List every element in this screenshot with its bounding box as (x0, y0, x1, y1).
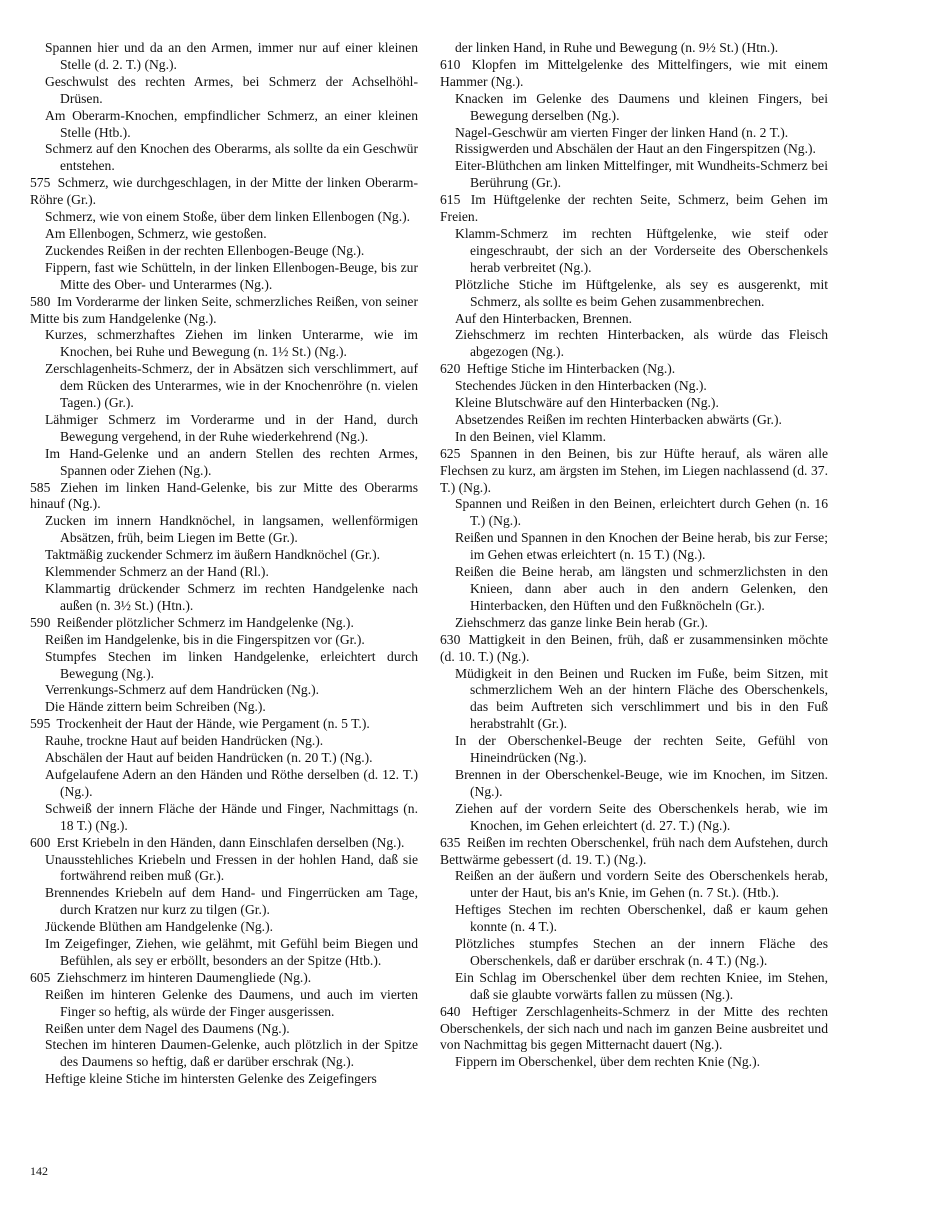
entry-text: Schmerz auf den Knochen des Oberarms, als sollte da ein Geschwür entstehen. (45, 141, 418, 174)
entry-text: Brennendes Kriebeln auf dem Hand- und Fingerrücken am Tage, durch Kratzen nur kurz zu tilgen (Gr.). (45, 885, 418, 918)
symptom-entry (440, 192, 828, 226)
symptom-entry (30, 547, 418, 564)
entry-text: Knacken im Gelenke des Daumens und kleinen Fingers, bei Bewegung derselben (Ng.). (455, 90, 828, 123)
entry-text: Mattigkeit in den Beinen, früh, daß er zusammensinken möchte (d. 10. T.) (Ng.). (440, 631, 829, 664)
symptom-entry (440, 1004, 828, 1055)
symptom-entry (440, 970, 828, 1004)
entry-text: Ziehen auf der vordern Seite des Oberschenkels herab, wie im Knochen, im Gehen erleichtert (d. 27. T.) (Ng.). (455, 800, 828, 833)
entry-text: Auf den Hinterbacken, Brennen. (455, 310, 633, 326)
symptom-entry (30, 40, 418, 74)
entry-text: Ziehen im linken Hand-Gelenke, bis zur Mitte des Oberarms hinauf (Ng.). (30, 479, 418, 512)
symptom-entry (30, 615, 418, 632)
entry-text: Trockenheit der Haut der Hände, wie Pergament (n. 5 T.). (56, 716, 370, 732)
symptom-entry (30, 716, 418, 733)
entry-text: Stechendes Jücken in den Hinterbacken (Ng.). (455, 378, 707, 394)
symptom-entry (30, 699, 418, 716)
entry-number: 640 (440, 1003, 461, 1019)
entry-text: Zerschlagenheits-Schmerz, der in Absätzen sich verschlimmert, auf dem Rücken des Unterarmes, wie in der Knochenröhre (n. vielen Tagen.) (Gr.). (45, 361, 418, 411)
entry-text: Plötzliches stumpfes Stechen an der innern Fläche des Oberschenkels, daß er darüber erschrak (n. 4 T.) (Ng.). (455, 936, 828, 968)
entry-text: Ziehschmerz im rechten Hinterbacken, als würde das Fleisch abgezogen (Ng.). (455, 327, 828, 360)
symptom-entry (30, 632, 418, 649)
entry-text: Zucken im innern Handknöchel, in langsamen, wellenförmigen Absätzen, früh, beim Liegen im Bette (Gr.). (45, 513, 418, 546)
entry-number: 575 (30, 175, 51, 191)
symptom-entry (440, 632, 828, 666)
entry-number: 630 (440, 631, 461, 647)
entry-text: Abschälen der Haut auf beiden Handrücken (n. 20 T.) (Ng.). (45, 750, 373, 766)
symptom-entry (440, 91, 828, 125)
entry-text: Ziehschmerz das ganze linke Bein herab (Gr.). (455, 614, 708, 630)
entry-text: Stechen im hinteren Daumen-Gelenke, auch plötzlich in der Spitze des Daumens so heftig, daß er darüber erschrak (Ng.). (45, 1037, 418, 1070)
entry-text: Reißen und Spannen in den Knochen der Beine herab, bis zur Ferse; im Gehen etwas erleichtert (n. 15 T.) (Ng.). (455, 530, 828, 563)
entry-text: Verrenkungs-Schmerz auf dem Handrücken (Ng.). (45, 682, 320, 698)
symptom-entry (30, 750, 418, 767)
entry-number: 620 (440, 361, 461, 377)
entry-text: Reißender plötzlicher Schmerz im Handgelenke (Ng.). (56, 614, 354, 630)
symptom-entry (440, 378, 828, 395)
entry-text: Reißen im hinteren Gelenke des Daumens, und auch im vierten Finger so heftig, als würde der Finger ausgerissen. (45, 986, 418, 1019)
symptom-entry (440, 615, 828, 632)
symptom-entry (440, 412, 828, 429)
symptom-entry (30, 801, 418, 835)
entry-text: Ein Schlag im Oberschenkel über dem rechten Kniee, im Stehen, daß sie glaubte vorwärts fallen zu müssen (Ng.). (455, 969, 828, 1002)
symptom-entry (30, 294, 418, 328)
entry-text: Fippern, fast wie Schütteln, in der linken Ellenbogen-Beuge, bis zur Mitte des Ober- und Unterarmes (Ng.). (45, 259, 418, 292)
entry-text: Die Hände zittern beim Schreiben (Ng.). (45, 699, 266, 715)
symptom-entry (30, 513, 418, 547)
symptom-entry (30, 564, 418, 581)
entry-text: Zuckendes Reißen in der rechten Ellenbogen-Beuge (Ng.). (45, 242, 365, 258)
symptom-entry (30, 970, 418, 987)
entry-text: Klamm-Schmerz im rechten Hüftgelenke, wie steif oder eingeschraubt, der sich an der Vorderseite des Oberschenkels herab verbreitet (Ng.). (455, 225, 828, 275)
symptom-entry (30, 1021, 418, 1038)
symptom-entry (30, 767, 418, 801)
symptom-entry (440, 158, 828, 192)
entry-text: Heftige kleine Stiche im hintersten Gelenke des Zeigefingers (45, 1071, 377, 1087)
entry-text: Schweiß der innern Fläche der Hände und Finger, Nachmittags (n. 18 T.) (Ng.). (45, 800, 418, 833)
entry-text: Reißen unter dem Nagel des Daumens (Ng.). (45, 1020, 290, 1036)
right-column (440, 40, 828, 1071)
entry-text: Plötzliche Stiche im Hüftgelenke, als sey es ausgerenkt, mit Schmerz, als sollte es beim Gehen zusammenbrechen. (455, 276, 828, 309)
entry-text: Reißen im Handgelenke, bis in die Fingerspitzen vor (Gr.). (45, 631, 365, 647)
entry-text: Müdigkeit in den Beinen und Rucken im Fuße, beim Sitzen, mit schmerzlichem Weh an der hintern Fläche des Oberschenkels, das beim Auftreten sich verschlimmert und bis in den Fuß herabstrahlt (Gr.). (455, 665, 828, 732)
entry-number: 625 (440, 445, 461, 461)
symptom-entry (440, 311, 828, 328)
symptom-entry (30, 260, 418, 294)
entry-text: Unausstehliches Kriebeln und Fressen in der hohlen Hand, daß sie fortwährend reiben muß (Gr.). (45, 851, 418, 884)
symptom-entry (440, 767, 828, 801)
symptom-entry (30, 141, 418, 175)
entry-text: Heftiges Stechen im rechten Oberschenkel, daß er kaum gehen konnte (n. 4 T.). (455, 902, 828, 935)
symptom-entry (30, 919, 418, 936)
entry-text: Im Zeigefinger, Ziehen, wie gelähmt, mit Gefühl beim Biegen und Befühlen, als sey er erböllt, besonders an der Spitze (Htb.). (45, 936, 418, 968)
symptom-entry (30, 412, 418, 446)
entry-text: Am Ellenbogen, Schmerz, wie gestoßen. (45, 225, 267, 241)
symptom-entry (440, 141, 828, 158)
symptom-entry (440, 666, 828, 734)
symptom-entry (30, 209, 418, 226)
entry-text: Im Hand-Gelenke und an andern Stellen des rechten Armes, Spannen oder Ziehen (Ng.). (45, 445, 418, 478)
entry-text: Fippern im Oberschenkel, über dem rechten Knie (Ng.). (455, 1054, 761, 1070)
symptom-entry (30, 480, 418, 514)
symptom-entry (30, 885, 418, 919)
entry-text: Jückende Blüthen am Handgelenke (Ng.). (45, 919, 274, 935)
entry-text: Rissigwerden und Abschälen der Haut an den Fingerspitzen (Ng.). (455, 141, 816, 157)
entry-text: Klammartig drückender Schmerz im rechten Handgelenke nach außen (n. 3½ St.) (Htn.). (45, 581, 418, 613)
entry-number: 615 (440, 192, 461, 208)
entry-number: 580 (30, 293, 51, 309)
symptom-entry (440, 226, 828, 277)
entry-number: 590 (30, 614, 51, 630)
symptom-entry (440, 40, 828, 57)
entry-text: Spannen hier und da an den Armen, immer nur auf einer kleinen Stelle (d. 2. T.) (Ng.). (45, 40, 418, 72)
symptom-entry (30, 446, 418, 480)
symptom-entry (30, 987, 418, 1021)
symptom-entry (440, 530, 828, 564)
entry-text: Lähmiger Schmerz im Vorderarme und in der Hand, durch Bewegung vergehend, in der Ruhe wiederkehrend (Ng.). (45, 411, 418, 444)
symptom-entry (30, 1037, 418, 1071)
entry-text: Ziehschmerz im hinteren Daumengliede (Ng.). (56, 969, 312, 985)
symptom-entry (30, 175, 418, 209)
entry-number: 610 (440, 56, 461, 72)
entry-text: Klopfen im Mittelgelenke des Mittelfingers, wie mit einem Hammer (Ng.). (440, 56, 828, 89)
entry-text: Geschwulst des rechten Armes, bei Schmerz der Achselhöhl-Drüsen. (45, 73, 418, 106)
entry-text: Nagel-Geschwür am vierten Finger der linken Hand (n. 2 T.). (455, 124, 789, 140)
entry-text: Heftige Stiche im Hinterbacken (Ng.). (466, 361, 676, 377)
symptom-entry (440, 564, 828, 615)
entry-text: Rauhe, trockne Haut auf beiden Handrücken (Ng.). (45, 733, 324, 749)
symptom-entry (30, 243, 418, 260)
symptom-entry (440, 125, 828, 142)
symptom-entry (30, 649, 418, 683)
symptom-entry (30, 74, 418, 108)
entry-number: 600 (30, 834, 51, 850)
symptom-entry (440, 801, 828, 835)
symptom-entry (440, 57, 828, 91)
entry-text: Aufgelaufene Adern an den Händen und Röthe derselben (d. 12. T.) (Ng.). (45, 766, 418, 799)
entry-text: Spannen in den Beinen, bis zur Hüfte herauf, als wären alle Flechsen zu kurz, am ärgsten im Stehen, im Liegen nachlassend (d. 37. T.) (Ng.). (440, 445, 828, 495)
entry-text: Im Vorderarme der linken Seite, schmerzliches Reißen, von seiner Mitte bis zum Handgelenke (Ng.). (30, 293, 418, 326)
symptom-entry (440, 496, 828, 530)
entry-text: Reißen die Beine herab, am längsten und schmerzlichsten in den Knieen, dann aber auch in den andern Gelenken, den Hinterbacken, den Hüften und den Fußknöcheln (Gr.). (455, 564, 828, 613)
entry-text: Brennen in der Oberschenkel-Beuge, wie im Knochen, im Sitzen. (Ng.). (455, 766, 828, 799)
symptom-entry (440, 868, 828, 902)
symptom-entry (30, 733, 418, 750)
symptom-entry (440, 327, 828, 361)
entry-number: 605 (30, 969, 51, 985)
entry-text: Spannen und Reißen in den Beinen, erleichtert durch Gehen (n. 16 T.) (Ng.). (455, 496, 828, 529)
symptom-entry (30, 226, 418, 243)
entry-text: In den Beinen, viel Klamm. (455, 428, 607, 444)
symptom-entry (30, 682, 418, 699)
symptom-entry (440, 936, 828, 970)
entry-text: Stumpfes Stechen im linken Handgelenke, erleichtert durch Bewegung (Ng.). (45, 648, 418, 681)
entry-text: Erst Kriebeln in den Händen, dann Einschlafen derselben (Ng.). (56, 834, 405, 850)
symptom-entry (30, 852, 418, 886)
entry-text: Am Oberarm-Knochen, empfindlicher Schmerz, an einer kleinen Stelle (Htb.). (45, 107, 418, 140)
symptom-entry (30, 361, 418, 412)
entry-text: Reißen an der äußern und vordern Seite des Oberschenkels herab, unter der Haut, bis an's Knie, im Gehen (n. 7 St.). (Htb.). (455, 868, 828, 901)
symptom-entry (440, 361, 828, 378)
symptom-entry (440, 446, 828, 497)
symptom-entry (440, 902, 828, 936)
entry-text: der linken Hand, in Ruhe und Bewegung (n. 9½ St.) (Htn.). (455, 40, 779, 55)
entry-text: Absetzendes Reißen im rechten Hinterbacken abwärts (Gr.). (455, 411, 782, 427)
entry-text: Reißen im rechten Oberschenkel, früh nach dem Aufstehen, durch Bettwärme gebessert (d. 19. T.) (Ng.). (440, 834, 828, 867)
symptom-entry (440, 429, 828, 446)
symptom-entry (30, 581, 418, 615)
entry-number: 585 (30, 479, 51, 495)
entry-text: Im Hüftgelenke der rechten Seite, Schmerz, beim Gehen im Freien. (440, 192, 829, 225)
left-column (30, 40, 418, 1088)
symptom-entry (440, 1054, 828, 1071)
symptom-entry (30, 1071, 418, 1088)
symptom-entry (440, 835, 828, 869)
entry-text: Eiter-Blüthchen am linken Mittelfinger, mit Wundheits-Schmerz bei Berührung (Gr.). (455, 158, 828, 191)
entry-number: 595 (30, 716, 51, 732)
symptom-entry (440, 733, 828, 767)
entry-text: In der Oberschenkel-Beuge der rechten Seite, Gefühl von Hineindrücken (Ng.). (455, 733, 828, 766)
symptom-entry (30, 327, 418, 361)
entry-text: Heftiger Zerschlagenheits-Schmerz in der Mitte des rechten Oberschenkels, der sich nach und nach im ganzen Beine ausbreitet und von Nachmittag bis gegen Mitternacht dauert (Ng.). (440, 1003, 828, 1053)
entry-number: 635 (440, 834, 461, 850)
symptom-entry (30, 108, 418, 142)
entry-text: Schmerz, wie von einem Stoße, über dem linken Ellenbogen (Ng.). (45, 209, 411, 225)
entry-text: Schmerz, wie durchgeschlagen, in der Mitte der linken Oberarm-Röhre (Gr.). (30, 175, 419, 208)
symptom-entry (30, 835, 418, 852)
symptom-entry (440, 395, 828, 412)
entry-text: Klemmender Schmerz an der Hand (Rl.). (45, 564, 269, 580)
symptom-entry (440, 277, 828, 311)
entry-text: Taktmäßig zuckender Schmerz im äußern Handknöchel (Gr.). (45, 547, 380, 563)
entry-text: Kleine Blutschwäre auf den Hinterbacken (Ng.). (455, 395, 719, 411)
entry-text: Kurzes, schmerzhaftes Ziehen im linken Unterarme, wie im Knochen, bei Ruhe und Bewegung (n. 1½ St.) (Ng.). (45, 327, 418, 360)
symptom-entry (30, 936, 418, 970)
page-number: 142 (30, 1164, 48, 1178)
